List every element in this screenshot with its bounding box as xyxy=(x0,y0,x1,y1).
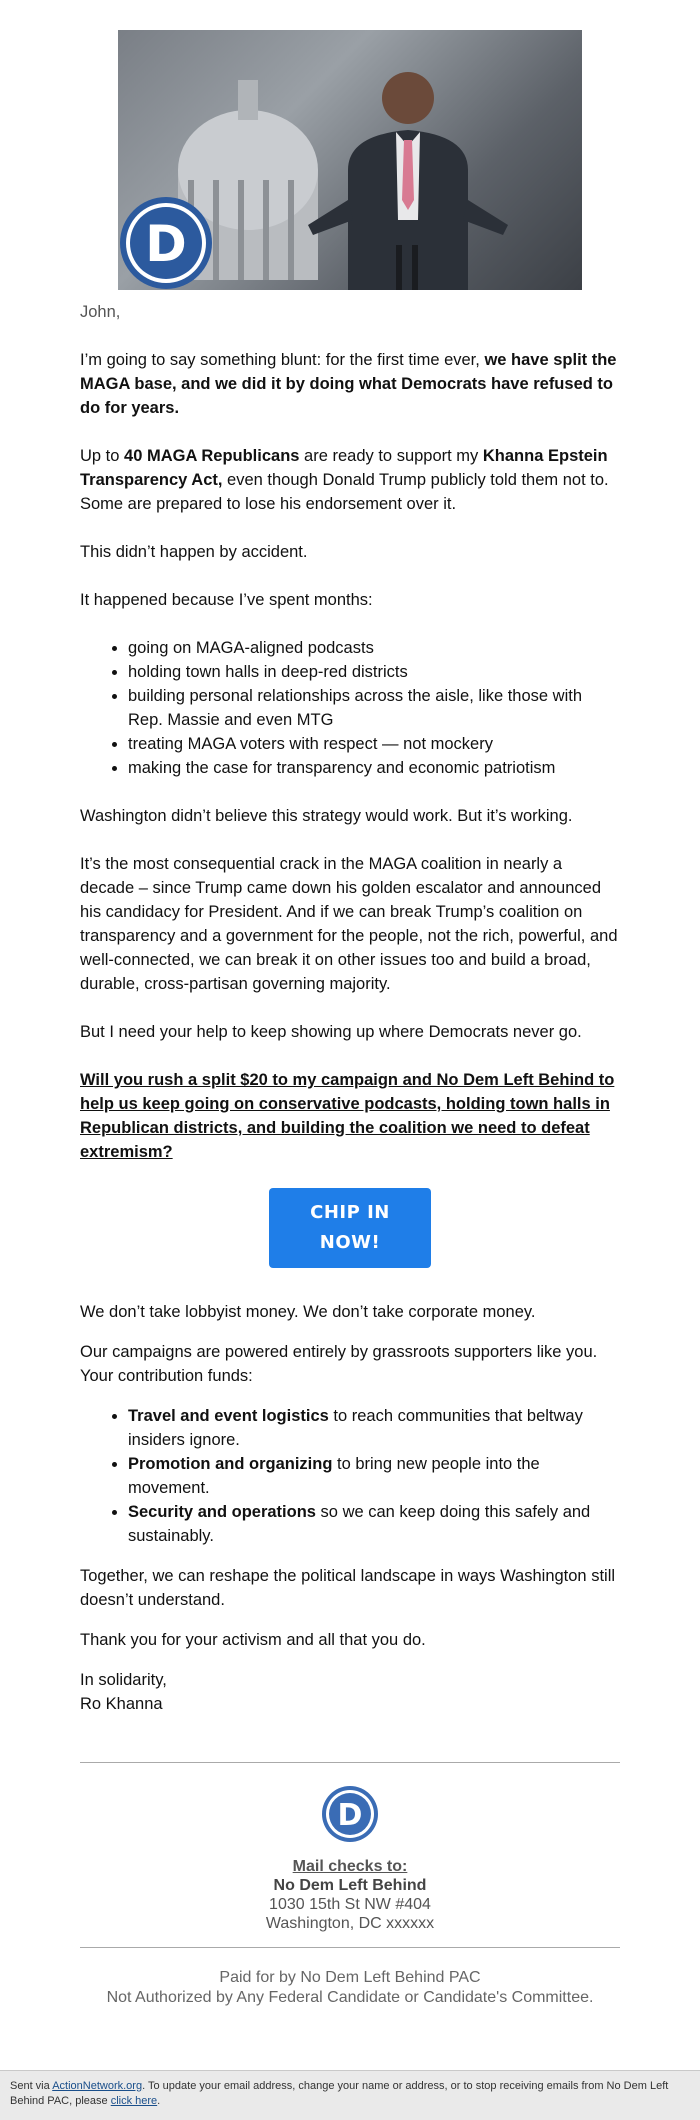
list-item: • treating MAGA voters with respect — not mockery xyxy=(128,732,620,756)
paragraph-working: Washington didn’t believe this strategy would work. But it’s working. xyxy=(80,807,573,825)
divider xyxy=(80,1947,620,1948)
header-photo xyxy=(118,30,582,290)
click-here-link[interactable]: click here xyxy=(110,2095,158,2107)
greeting: John, xyxy=(80,303,121,321)
paragraph-together: Together, we can reshape the political landscape in ways Washington still doesn’t understand. xyxy=(80,1567,616,1609)
paragraph-transparency-act: Up to 40 MAGA Republicans are ready to support my Khanna Epstein Transparency Act, even though Donald Trump publicly told them not to. Some are prepared to lose his endorsement over it. xyxy=(80,447,609,513)
paragraph-grassroots: Our campaigns are powered entirely by grassroots supporters like you. Your contribution funds: xyxy=(80,1343,598,1385)
paragraph-thank-you: Thank you for your activism and all that you do. xyxy=(80,1631,426,1649)
chip-in-button[interactable]: CHIP IN NOW! xyxy=(269,1188,431,1268)
logo-letter: D xyxy=(145,215,187,273)
strategy-list xyxy=(80,636,620,780)
disclaimer xyxy=(80,1968,620,2008)
mail-checks-block xyxy=(80,1857,620,1933)
mail-checks-heading: Mail checks to: xyxy=(292,1858,408,1875)
list-item: • going on MAGA-aligned podcasts xyxy=(128,636,620,660)
speaker-photo xyxy=(308,50,508,290)
paid-for-by: Paid for by No Dem Left Behind PAC xyxy=(219,1969,481,1986)
svg-text:D: D xyxy=(337,1798,363,1833)
paragraph-crack: It’s the most consequential crack in the MAGA coalition in nearly a decade – since Trump came down his golden escalator and announced his candidacy for President. And if we can break Trump’s coalition on transparency and a government for the people, not the rich, powerful, and well-connected, we can break it on other issues too and build a broad, durable, cross-partisan governing majority. xyxy=(80,855,618,993)
address-line-1: 1030 15th St NW #404 xyxy=(269,1896,431,1913)
list-item: • Travel and event logistics to reach communities that beltway insiders ignore. xyxy=(128,1404,620,1452)
action-network-link[interactable]: ActionNetwork.org xyxy=(52,2080,143,2092)
footer xyxy=(80,1762,620,2008)
signoff: In solidarity, Ro Khanna xyxy=(80,1671,167,1713)
donate-link[interactable]: Will you rush a split $20 to my campaign and No Dem Left Behind to help us keep going on conservative podcasts, holding town halls in Republican districts, and building the coalition we need to defeat extremism? xyxy=(80,1071,615,1161)
list-item: • making the case for transparency and economic patriotism xyxy=(128,756,620,780)
paragraph-help: But I need your help to keep showing up where Democrats never go. xyxy=(80,1023,582,1041)
list-item: • holding town halls in deep-red districts xyxy=(128,660,620,684)
paragraph-no-lobbyist: We don’t take lobbyist money. We don’t take corporate money. xyxy=(80,1303,536,1321)
address-line-2: Washington, DC xxxxxx xyxy=(265,1915,435,1932)
paragraph-accident: This didn’t happen by accident. xyxy=(80,543,308,561)
list-item: • Promotion and organizing to bring new people into the movement. xyxy=(128,1452,620,1500)
funding-list xyxy=(80,1404,620,1548)
email-body xyxy=(80,300,620,1732)
list-item: • Security and operations so we can keep doing this safely and sustainably. xyxy=(128,1500,620,1548)
unsubscribe-bar: Sent via ActionNetwork.org. To update your email address, change your name or address, or to stop receiving emails from No Dem Left Behind PAC, please click here. xyxy=(0,2070,700,2120)
footer-logo xyxy=(321,1785,379,1843)
paragraph-months: It happened because I’ve spent months: xyxy=(80,591,373,609)
organization-name: No Dem Left Behind xyxy=(273,1877,427,1894)
list-item: • building personal relationships across the aisle, like those with Rep. Massie and even MTG xyxy=(128,684,620,732)
paragraph-split-base: I’m going to say something blunt: for the first time ever, we have split the MAGA base, and we did it by doing what Democrats have refused to do for years. xyxy=(80,351,617,417)
not-authorized: Not Authorized by Any Federal Candidate or Candidate's Committee. xyxy=(106,1989,594,2006)
divider xyxy=(80,1762,620,1763)
no-dem-left-behind-logo xyxy=(118,195,214,290)
